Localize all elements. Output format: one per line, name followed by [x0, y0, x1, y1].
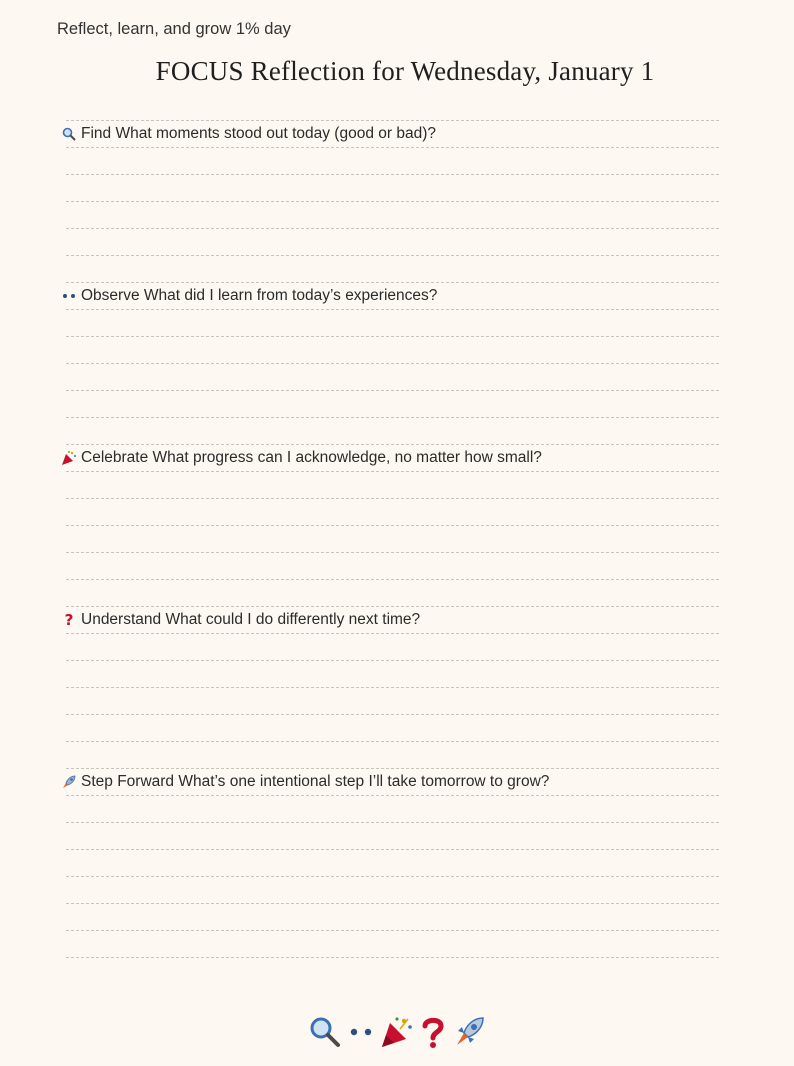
writing-line[interactable]: [66, 336, 719, 337]
prompt-text: Understand What could I do differently next time?: [81, 611, 421, 628]
question-mark-icon: ?: [64, 611, 74, 629]
writing-line[interactable]: [66, 579, 719, 580]
party-popper-icon: [61, 450, 77, 466]
footer-icon-row: [0, 1014, 794, 1050]
prompt-observe: [61, 286, 437, 306]
prompt-text: Celebrate What progress can I acknowledge, no matter how small?: [81, 449, 542, 466]
writing-line[interactable]: [66, 930, 719, 931]
prompt-find: [61, 124, 436, 144]
writing-line[interactable]: [66, 309, 719, 310]
ruled-line: [66, 120, 719, 121]
rocket-icon: [452, 1014, 486, 1050]
writing-line[interactable]: [66, 822, 719, 823]
writing-line[interactable]: [66, 687, 719, 688]
eyes-icon: [344, 1014, 378, 1050]
rocket-icon: [61, 774, 77, 790]
writing-line[interactable]: [66, 255, 719, 256]
writing-line[interactable]: [66, 903, 719, 904]
ruled-line: [66, 444, 719, 445]
prompt-text: Find What moments stood out today (good or bad)?: [81, 125, 436, 142]
eyes-icon: [61, 288, 77, 304]
ruled-line: [66, 606, 719, 607]
writing-line[interactable]: [66, 417, 719, 418]
ruled-line: [66, 768, 719, 769]
writing-line[interactable]: [66, 876, 719, 877]
writing-line[interactable]: [66, 552, 719, 553]
writing-line[interactable]: [66, 795, 719, 796]
writing-line[interactable]: [66, 390, 719, 391]
writing-line[interactable]: [66, 147, 719, 148]
writing-line[interactable]: [66, 660, 719, 661]
tagline: Reflect, learn, and grow 1% day: [57, 20, 291, 38]
prompt-text: Step Forward What’s one intentional step I’ll take tomorrow to grow?: [81, 773, 550, 790]
writing-line[interactable]: [66, 957, 719, 958]
writing-line[interactable]: [66, 714, 719, 715]
prompt-understand: [61, 610, 420, 630]
reflection-sheet: [66, 0, 719, 1066]
prompt-text: Observe What did I learn from today’s experiences?: [81, 287, 438, 304]
question-mark-icon: [416, 1014, 450, 1050]
party-popper-icon: [380, 1014, 414, 1050]
writing-line[interactable]: [66, 363, 719, 364]
writing-line[interactable]: [66, 498, 719, 499]
page-title: FOCUS Reflection for Wednesday, January 1: [155, 56, 655, 86]
prompt-celebrate: [61, 448, 542, 468]
writing-line[interactable]: [66, 174, 719, 175]
writing-line[interactable]: [66, 849, 719, 850]
writing-line[interactable]: [66, 201, 719, 202]
magnifier-icon: [308, 1014, 342, 1050]
writing-line[interactable]: [66, 741, 719, 742]
ruled-line: [66, 282, 719, 283]
writing-line[interactable]: [66, 471, 719, 472]
prompt-step-forward: [61, 772, 549, 792]
writing-line[interactable]: [66, 633, 719, 634]
magnifier-icon: [61, 126, 77, 142]
writing-line[interactable]: [66, 228, 719, 229]
writing-line[interactable]: [66, 525, 719, 526]
